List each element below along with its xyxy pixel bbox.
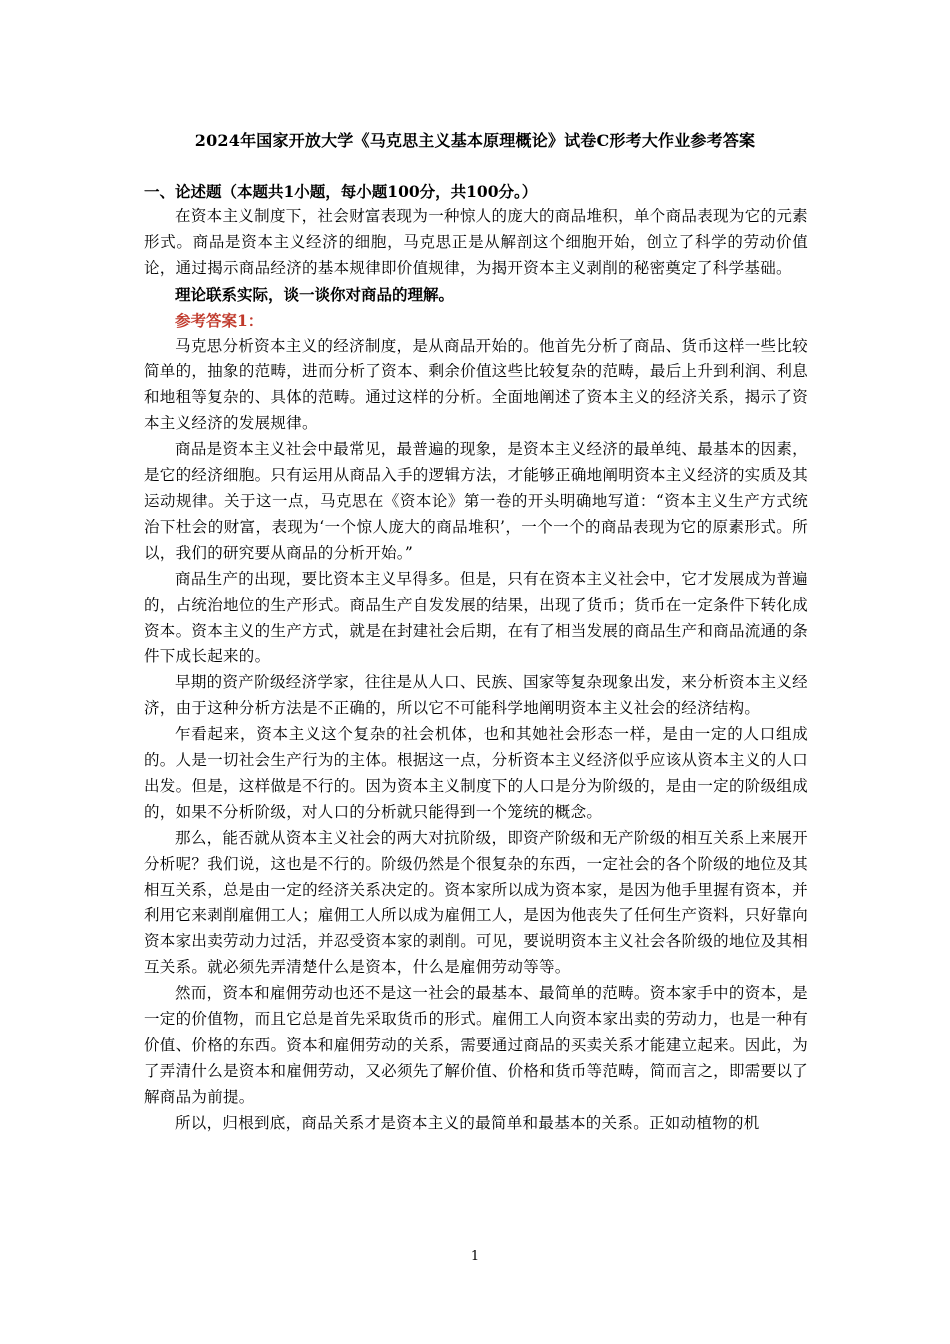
answer-paragraph: 所以，归根到底，商品关系才是资本主义的最简单和最基本的关系。正如动植物的机 [175, 1113, 760, 1132]
document-body [144, 180, 808, 1137]
answer-paragraph: 马克思分析资本主义的经济制度，是从商品开始的。他首先分析了商品、货币这样一些比较简单的，抽象的范畴，进而分析了资本、剩余价值这些比较复杂的范畴，最后上升到利润、利息和地租等复杂的、具体的范畴。通过这样的分析。全面地阐述了资本主义的经济关系，揭示了资本主义经济的发展规律。 [144, 336, 808, 433]
answer-paragraph: 然而，资本和雇佣劳动也还不是这一社会的最基本、最简单的范畴。资本家手中的资本，是一定的价值物，而且它总是首先采取货币的形式。雇佣工人向资本家出卖的劳动力，也是一种有价值、价格的东西。资本和雇佣劳动的关系，需要通过商品的买卖关系才能建立起来。因此，为了弄清什么是资本和雇佣劳动，又必须先了解价值、价格和货币等范畴，简而言之，即需要以了解商品为前提。 [144, 984, 808, 1106]
intro-paragraph: 在资本主义制度下，社会财富表现为一种惊人的庞大的商品堆积，单个商品表现为它的元素形式。商品是资本主义经济的细胞，马克思正是从解剖这个细胞开始，创立了科学的劳动价值论，通过揭示商品经济的基本规律即价值规律，为揭开资本主义剥削的秘密奠定了科学基础。 [144, 207, 808, 277]
answer-label: 参考答案1： [175, 310, 264, 330]
page-number: 1 [470, 1249, 480, 1264]
section-heading: 一、论述题（本题共1小题，每小题100分，共100分。） [144, 182, 538, 201]
answer-paragraph: 商品是资本主义社会中最常见，最普遍的现象，是资本主义经济的最单纯、最基本的因素，是它的经济细胞。只有运用从商品入手的逻辑方法，才能够正确地阐明资本主义经济的实质及其运动规律。关于这一点，马克思在《资本论》第一卷的开头明确地写道：“资本主义生产方式统治下杜会的财富，表现为‘一个惊人庞大的商品堆积’，一个一个的商品表现为它的原素形式。所以，我们的研究要从商品的分析开始。” [144, 440, 808, 562]
answer-paragraph: 乍看起来，资本主义这个复杂的社会机体，也和其她社会形态一样，是由一定的人口组成的。人是一切社会生产行为的主体。根据这一点，分析资本主义经济似乎应该从资本主义的人口出发。但是，这样做是不行的。因为资本主义制度下的人口是分为阶级的，是由一定的阶级组成的，如果不分析阶级，对人口的分析就只能得到一个笼统的概念。 [144, 725, 808, 821]
answer-paragraph: 早期的资产阶级经济学家，往往是从人口、民族、国家等复杂现象出发，来分析资本主义经济，由于这种分析方法是不正确的，所以它不可能科学地阐明资本主义社会的经济结构。 [144, 673, 808, 718]
question-text: 理论联系实际，谈一谈你对商品的理解。 [175, 284, 455, 304]
answer-paragraph: 商品生产的出现，要比资本主义早得多。但是，只有在资本主义社会中，它才发展成为普遍的，占统治地位的生产形式。商品生产自发发展的结果，出现了货币；货币在一定条件下转化成资本。资本主义的生产方式，就是在封建社会后期，在有了相当发展的商品生产和商品流通的条件下成长起来的。 [144, 569, 808, 666]
document-title: 2024年国家开放大学《马克思主义基本原理概论》试卷C形考大作业参考答案 [194, 131, 756, 150]
answer-paragraph: 那么，能否就从资本主义社会的两大对抗阶级，即资产阶级和无产阶级的相互关系上来展开分析呢？我们说，这也是不行的。阶级仍然是个很复杂的东西，一定社会的各个阶级的地位及其相互关系，总是由一定的经济关系决定的。资本家所以成为资本家，是因为他手里握有资本，并利用它来剥削雇佣工人；雇佣工人所以成为雇佣工人，是因为他丧失了任何生产资料，只好靠向资本家出卖劳动力过活，并忍受资本家的剥削。可见，要说明资本主义社会各阶级的地位及其相互关系。就必须先弄清楚什么是资本，什么是雇佣劳动等等。 [144, 828, 808, 977]
